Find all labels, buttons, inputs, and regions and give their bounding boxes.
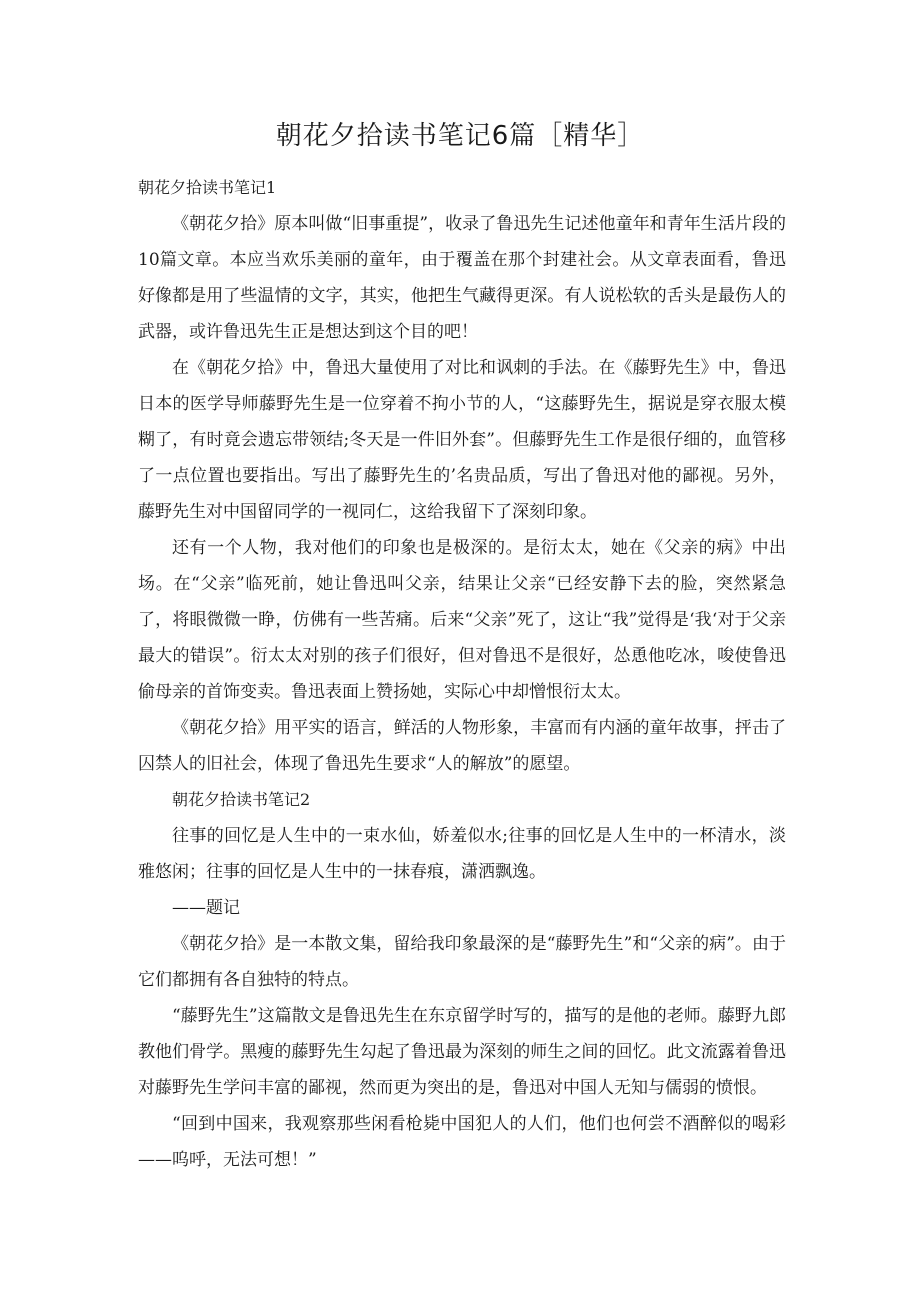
paragraph: 《朝花夕拾》原本叫做“旧事重提”，收录了鲁迅先生记述他童年和青年生活片段的10篇文章。本应当欢乐美丽的童年，由于覆盖在那个封建社会。从文章表面看，鲁迅好像都是用了些温情的文字，其实，他把生气藏得更深。有人说松软的舌头是最伤人的武器，或许鲁迅先生正是想达到这个目的吧！: [138, 214, 786, 342]
document-body: [138, 170, 786, 1178]
section-heading-1: 朝花夕拾读书笔记1: [138, 178, 277, 197]
paragraph: 《朝花夕拾》是一本散文集，留给我印象最深的是“藤野先生”和“父亲的病”。由于它们都拥有各自独特的特点。: [138, 934, 786, 990]
paragraph: 还有一个人物，我对他们的印象也是极深的。是衍太太，她在《父亲的病》中出场。在“父亲”临死前，她让鲁迅叫父亲，结果让父亲“已经安静下去的脸，突然紧急了，将眼微微一睁，仿佛有一些苦痛。后来“父亲”死了，这让“我”觉得是‘我‘对于父亲最大的错误”。衍太太对别的孩子们很好，但对鲁迅不是很好，怂恿他吃冰，唆使鲁迅偷母亲的首饰变卖。鲁迅表面上赞扬她，实际心中却憎恨衍太太。: [138, 538, 786, 702]
section-heading-2: 朝花夕拾读书笔记2: [172, 790, 311, 809]
paragraph: 往事的回忆是人生中的一束水仙，娇羞似水;往事的回忆是人生中的一杯清水，淡雅悠闲；往事的回忆是人生中的一抹春痕，潇洒飘逸。: [138, 826, 786, 882]
paragraph: “藤野先生”这篇散文是鲁迅先生在东京留学时写的，描写的是他的老师。藤野九郎教他们骨学。黑瘦的藤野先生勾起了鲁迅最为深刻的师生之间的回忆。此文流露着鲁迅对藤野先生学问丰富的鄙视，然而更为突出的是，鲁迅对中国人无知与儒弱的愤恨。: [138, 1006, 786, 1098]
paragraph: 《朝花夕拾》用平实的语言，鲜活的人物形象，丰富而有内涵的童年故事，抨击了囚禁人的旧社会，体现了鲁迅先生要求“人的解放”的愿望。: [138, 718, 786, 774]
epigraph: ——题记: [172, 898, 240, 918]
paragraph: 在《朝花夕拾》中，鲁迅大量使用了对比和讽刺的手法。在《藤野先生》中，鲁迅日本的医学导师藤野先生是一位穿着不拘小节的人，“这藤野先生，据说是穿衣服太模糊了，有时竟会遗忘带领结;冬天是一件旧外套”。但藤野先生工作是很仔细的，血管移了一点位置也要指出。写出了藤野先生的’名贵品质，写出了鲁迅对他的鄙视。另外，藤野先生对中国留同学的一视同仁，这给我留下了深刻印象。: [138, 358, 786, 522]
quote-paragraph: “回到中国来，我观察那些闲看枪毙中国犯人的人们，他们也何尝不酒醉似的喝彩——呜呼，无法可想！”: [138, 1114, 786, 1170]
document-title: 朝花夕拾读书笔记6篇［精华］: [275, 121, 645, 151]
